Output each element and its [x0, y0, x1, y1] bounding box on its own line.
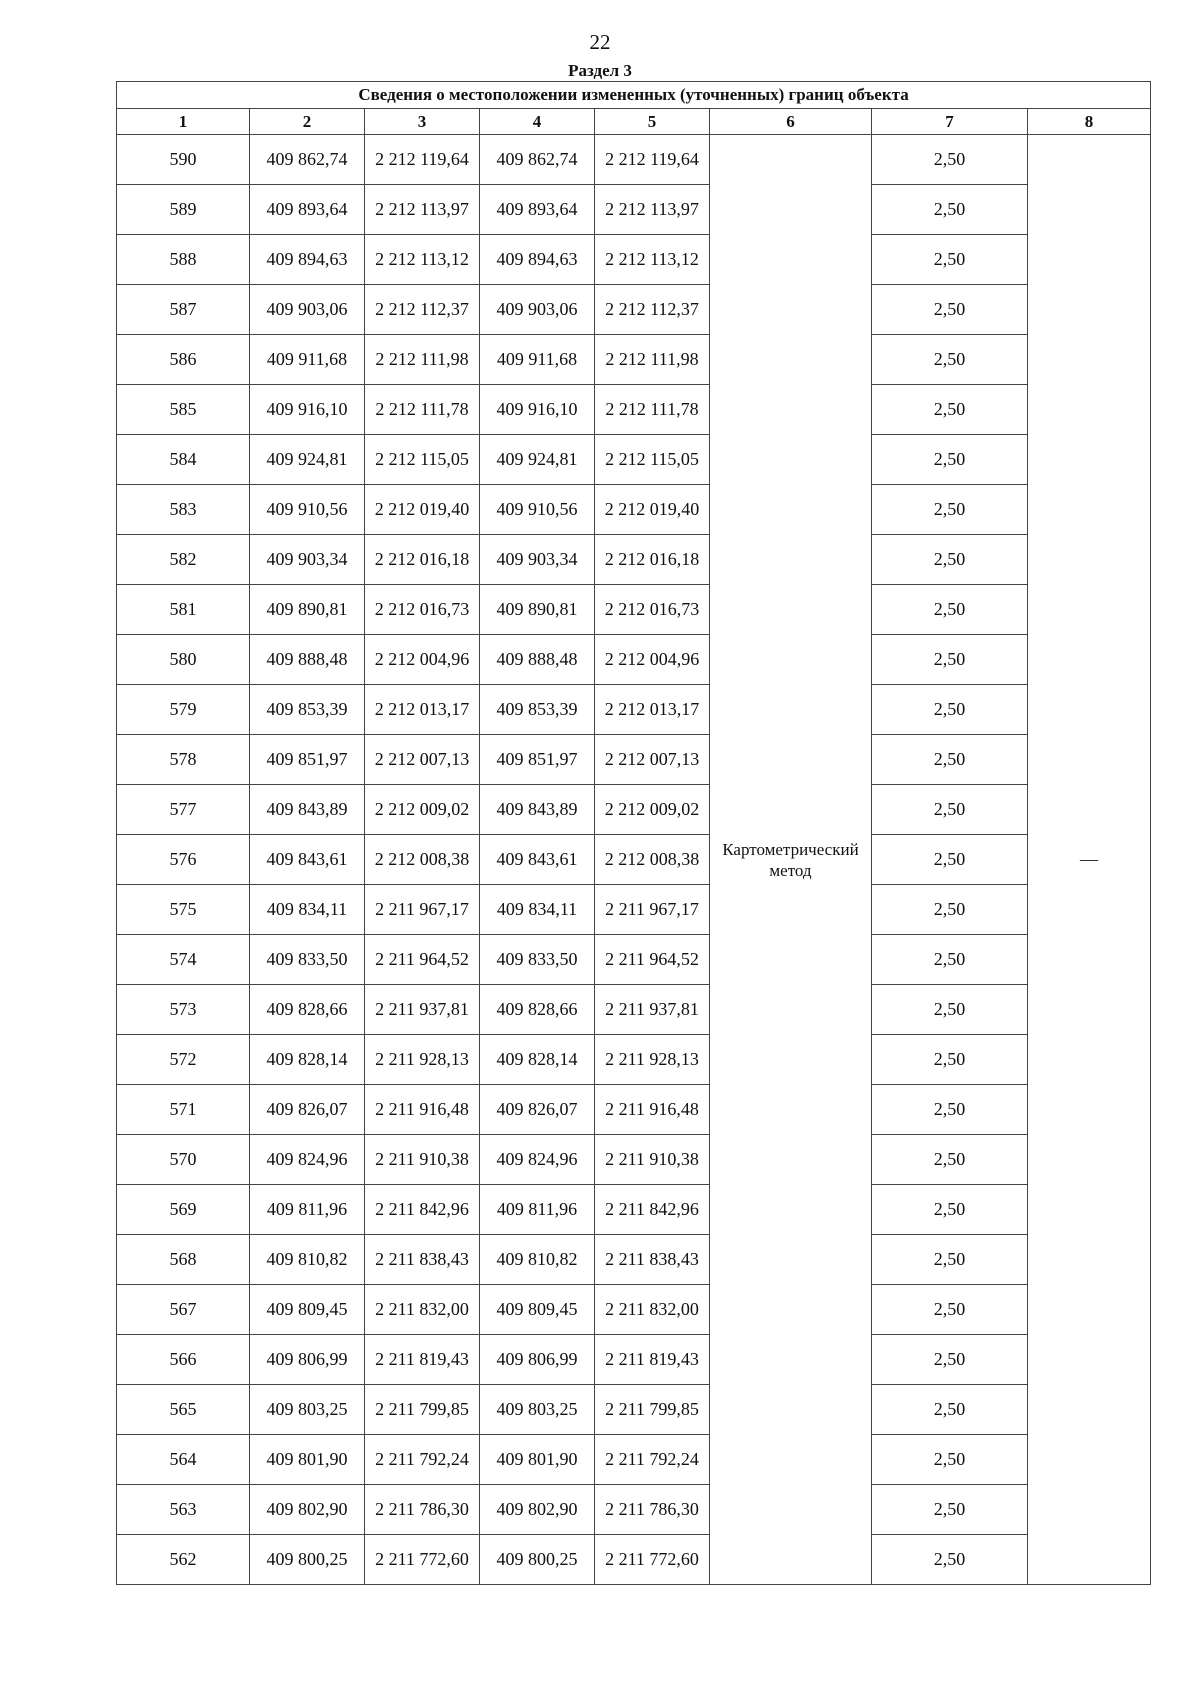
existing-x-cell: 409 800,25 [250, 1535, 365, 1585]
table-row [117, 185, 1151, 235]
existing-x-cell: 409 894,63 [250, 235, 365, 285]
point-number-cell: 584 [117, 435, 250, 485]
existing-x-cell: 409 811,96 [250, 1185, 365, 1235]
point-number-cell: 577 [117, 785, 250, 835]
existing-y-cell: 2 212 113,97 [365, 185, 480, 235]
refined-y-cell: 2 212 004,96 [595, 635, 710, 685]
table-row [117, 1035, 1151, 1085]
accuracy-cell: 2,50 [872, 1185, 1028, 1235]
refined-x-cell: 409 824,96 [480, 1135, 595, 1185]
existing-x-cell: 409 833,50 [250, 935, 365, 985]
table-row [117, 685, 1151, 735]
refined-x-cell: 409 811,96 [480, 1185, 595, 1235]
point-number-cell: 576 [117, 835, 250, 885]
existing-y-cell: 2 212 016,73 [365, 585, 480, 635]
table-row [117, 1385, 1151, 1435]
refined-y-cell: 2 211 786,30 [595, 1485, 710, 1535]
table-row [117, 1135, 1151, 1185]
accuracy-cell: 2,50 [872, 285, 1028, 335]
accuracy-cell: 2,50 [872, 935, 1028, 985]
refined-y-cell: 2 211 819,43 [595, 1335, 710, 1385]
refined-y-cell: 2 212 119,64 [595, 135, 710, 185]
existing-x-cell: 409 851,97 [250, 735, 365, 785]
existing-y-cell: 2 212 004,96 [365, 635, 480, 685]
existing-y-cell: 2 212 013,17 [365, 685, 480, 735]
refined-x-cell: 409 803,25 [480, 1385, 595, 1435]
column-header-4: 4 [480, 109, 595, 135]
existing-y-cell: 2 211 838,43 [365, 1235, 480, 1285]
table-row [117, 485, 1151, 535]
point-number-cell: 588 [117, 235, 250, 285]
column-header-7: 7 [872, 109, 1028, 135]
table-row [117, 635, 1151, 685]
point-number-cell: 583 [117, 485, 250, 535]
existing-y-cell: 2 212 009,02 [365, 785, 480, 835]
accuracy-cell: 2,50 [872, 1385, 1028, 1435]
accuracy-cell: 2,50 [872, 685, 1028, 735]
existing-y-cell: 2 211 792,24 [365, 1435, 480, 1485]
existing-y-cell: 2 212 112,37 [365, 285, 480, 335]
existing-x-cell: 409 862,74 [250, 135, 365, 185]
existing-x-cell: 409 903,34 [250, 535, 365, 585]
refined-x-cell: 409 828,14 [480, 1035, 595, 1085]
boundary-coordinates-table [116, 81, 1151, 1585]
refined-x-cell: 409 802,90 [480, 1485, 595, 1535]
point-number-cell: 581 [117, 585, 250, 635]
table-row [117, 1435, 1151, 1485]
accuracy-cell: 2,50 [872, 435, 1028, 485]
point-number-cell: 590 [117, 135, 250, 185]
existing-y-cell: 2 212 016,18 [365, 535, 480, 585]
accuracy-cell: 2,50 [872, 1035, 1028, 1085]
point-number-cell: 587 [117, 285, 250, 335]
point-number-cell: 589 [117, 185, 250, 235]
existing-x-cell: 409 834,11 [250, 885, 365, 935]
refined-x-cell: 409 801,90 [480, 1435, 595, 1485]
existing-y-cell: 2 211 842,96 [365, 1185, 480, 1235]
table-row [117, 935, 1151, 985]
point-number-cell: 578 [117, 735, 250, 785]
table-row [117, 585, 1151, 635]
existing-x-cell: 409 916,10 [250, 385, 365, 435]
refined-x-cell: 409 890,81 [480, 585, 595, 635]
accuracy-cell: 2,50 [872, 135, 1028, 185]
refined-x-cell: 409 888,48 [480, 635, 595, 685]
existing-y-cell: 2 211 832,00 [365, 1285, 480, 1335]
refined-y-cell: 2 211 832,00 [595, 1285, 710, 1335]
accuracy-cell: 2,50 [872, 1485, 1028, 1535]
existing-y-cell: 2 212 115,05 [365, 435, 480, 485]
existing-x-cell: 409 890,81 [250, 585, 365, 635]
accuracy-cell: 2,50 [872, 985, 1028, 1035]
table-row [117, 1335, 1151, 1385]
accuracy-cell: 2,50 [872, 1435, 1028, 1485]
column-header-8: 8 [1028, 109, 1151, 135]
refined-x-cell: 409 893,64 [480, 185, 595, 235]
refined-y-cell: 2 212 008,38 [595, 835, 710, 885]
point-number-cell: 585 [117, 385, 250, 435]
existing-x-cell: 409 828,66 [250, 985, 365, 1035]
point-number-cell: 580 [117, 635, 250, 685]
refined-y-cell: 2 211 799,85 [595, 1385, 710, 1435]
refined-y-cell: 2 212 115,05 [595, 435, 710, 485]
refined-y-cell: 2 211 910,38 [595, 1135, 710, 1185]
existing-x-cell: 409 853,39 [250, 685, 365, 735]
table-row [117, 1485, 1151, 1535]
refined-x-cell: 409 806,99 [480, 1335, 595, 1385]
column-header-2: 2 [250, 109, 365, 135]
accuracy-cell: 2,50 [872, 1285, 1028, 1335]
table-row [117, 1235, 1151, 1285]
table-row [117, 785, 1151, 835]
table-row [117, 385, 1151, 435]
refined-x-cell: 409 851,97 [480, 735, 595, 785]
accuracy-cell: 2,50 [872, 235, 1028, 285]
accuracy-cell: 2,50 [872, 885, 1028, 935]
table-row [117, 535, 1151, 585]
existing-y-cell: 2 212 007,13 [365, 735, 480, 785]
accuracy-cell: 2,50 [872, 485, 1028, 535]
table-row [117, 1285, 1151, 1335]
refined-y-cell: 2 211 772,60 [595, 1535, 710, 1585]
accuracy-cell: 2,50 [872, 335, 1028, 385]
existing-y-cell: 2 212 019,40 [365, 485, 480, 535]
existing-x-cell: 409 810,82 [250, 1235, 365, 1285]
refined-x-cell: 409 843,61 [480, 835, 595, 885]
refined-y-cell: 2 211 967,17 [595, 885, 710, 935]
refined-x-cell: 409 924,81 [480, 435, 595, 485]
refined-x-cell: 409 910,56 [480, 485, 595, 535]
existing-y-cell: 2 211 799,85 [365, 1385, 480, 1435]
column-header-3: 3 [365, 109, 480, 135]
column-header-1: 1 [117, 109, 250, 135]
point-number-cell: 570 [117, 1135, 250, 1185]
refined-y-cell: 2 212 112,37 [595, 285, 710, 335]
existing-x-cell: 409 843,89 [250, 785, 365, 835]
refined-x-cell: 409 853,39 [480, 685, 595, 735]
table-row [117, 235, 1151, 285]
existing-y-cell: 2 211 964,52 [365, 935, 480, 985]
point-number-cell: 564 [117, 1435, 250, 1485]
accuracy-cell: 2,50 [872, 1085, 1028, 1135]
refined-x-cell: 409 800,25 [480, 1535, 595, 1585]
point-number-cell: 579 [117, 685, 250, 735]
refined-x-cell: 409 833,50 [480, 935, 595, 985]
refined-x-cell: 409 810,82 [480, 1235, 595, 1285]
table-caption: Сведения о местоположении измененных (уточненных) границ объекта [117, 82, 1151, 109]
refined-y-cell: 2 211 928,13 [595, 1035, 710, 1085]
existing-y-cell: 2 211 910,38 [365, 1135, 480, 1185]
refined-x-cell: 409 826,07 [480, 1085, 595, 1135]
column-header-5: 5 [595, 109, 710, 135]
accuracy-cell: 2,50 [872, 535, 1028, 585]
refined-x-cell: 409 903,34 [480, 535, 595, 585]
refined-x-cell: 409 828,66 [480, 985, 595, 1035]
refined-y-cell: 2 211 916,48 [595, 1085, 710, 1135]
refined-y-cell: 2 212 013,17 [595, 685, 710, 735]
existing-x-cell: 409 803,25 [250, 1385, 365, 1435]
existing-y-cell: 2 211 928,13 [365, 1035, 480, 1085]
refined-y-cell: 2 212 007,13 [595, 735, 710, 785]
refined-y-cell: 2 212 009,02 [595, 785, 710, 835]
existing-y-cell: 2 212 111,78 [365, 385, 480, 435]
refined-x-cell: 409 911,68 [480, 335, 595, 385]
accuracy-cell: 2,50 [872, 1235, 1028, 1285]
accuracy-cell: 2,50 [872, 635, 1028, 685]
table-row [117, 435, 1151, 485]
existing-y-cell: 2 211 916,48 [365, 1085, 480, 1135]
method-cell: Картометрический метод [710, 135, 872, 1585]
point-number-cell: 562 [117, 1535, 250, 1585]
refined-y-cell: 2 212 113,97 [595, 185, 710, 235]
table-row [117, 135, 1151, 185]
table-row [117, 1085, 1151, 1135]
point-number-cell: 572 [117, 1035, 250, 1085]
refined-y-cell: 2 212 016,18 [595, 535, 710, 585]
accuracy-cell: 2,50 [872, 1135, 1028, 1185]
refined-y-cell: 2 211 842,96 [595, 1185, 710, 1235]
existing-x-cell: 409 924,81 [250, 435, 365, 485]
point-number-cell: 567 [117, 1285, 250, 1335]
refined-x-cell: 409 809,45 [480, 1285, 595, 1335]
existing-x-cell: 409 802,90 [250, 1485, 365, 1535]
point-number-cell: 566 [117, 1335, 250, 1385]
refined-x-cell: 409 916,10 [480, 385, 595, 435]
refined-y-cell: 2 212 016,73 [595, 585, 710, 635]
existing-x-cell: 409 801,90 [250, 1435, 365, 1485]
existing-y-cell: 2 211 819,43 [365, 1335, 480, 1385]
existing-x-cell: 409 828,14 [250, 1035, 365, 1085]
existing-x-cell: 409 911,68 [250, 335, 365, 385]
accuracy-cell: 2,50 [872, 785, 1028, 835]
table-row [117, 285, 1151, 335]
existing-x-cell: 409 809,45 [250, 1285, 365, 1335]
accuracy-cell: 2,50 [872, 1535, 1028, 1585]
existing-y-cell: 2 212 119,64 [365, 135, 480, 185]
refined-y-cell: 2 212 019,40 [595, 485, 710, 535]
point-number-cell: 569 [117, 1185, 250, 1235]
table-row [117, 985, 1151, 1035]
accuracy-cell: 2,50 [872, 585, 1028, 635]
point-number-cell: 563 [117, 1485, 250, 1535]
existing-y-cell: 2 212 111,98 [365, 335, 480, 385]
accuracy-cell: 2,50 [872, 385, 1028, 435]
point-number-cell: 573 [117, 985, 250, 1035]
existing-x-cell: 409 903,06 [250, 285, 365, 335]
refined-y-cell: 2 211 792,24 [595, 1435, 710, 1485]
refined-y-cell: 2 211 838,43 [595, 1235, 710, 1285]
point-number-cell: 575 [117, 885, 250, 935]
existing-x-cell: 409 826,07 [250, 1085, 365, 1135]
existing-y-cell: 2 212 008,38 [365, 835, 480, 885]
point-number-cell: 568 [117, 1235, 250, 1285]
accuracy-cell: 2,50 [872, 185, 1028, 235]
table-body [117, 135, 1151, 1585]
refined-y-cell: 2 212 111,98 [595, 335, 710, 385]
existing-x-cell: 409 806,99 [250, 1335, 365, 1385]
existing-y-cell: 2 211 772,60 [365, 1535, 480, 1585]
existing-x-cell: 409 824,96 [250, 1135, 365, 1185]
table-row [117, 1535, 1151, 1585]
table-row [117, 885, 1151, 935]
page-number: 22 [589, 30, 611, 54]
accuracy-cell: 2,50 [872, 735, 1028, 785]
refined-x-cell: 409 834,11 [480, 885, 595, 935]
section-title: Раздел 3 [568, 61, 632, 80]
point-number-cell: 574 [117, 935, 250, 985]
refined-x-cell: 409 843,89 [480, 785, 595, 835]
refined-x-cell: 409 894,63 [480, 235, 595, 285]
existing-x-cell: 409 893,64 [250, 185, 365, 235]
accuracy-cell: 2,50 [872, 1335, 1028, 1385]
refined-y-cell: 2 212 111,78 [595, 385, 710, 435]
column8-cell: — [1028, 135, 1151, 1585]
accuracy-cell: 2,50 [872, 835, 1028, 885]
existing-y-cell: 2 211 786,30 [365, 1485, 480, 1535]
table-row [117, 735, 1151, 785]
refined-y-cell: 2 211 937,81 [595, 985, 710, 1035]
existing-x-cell: 409 843,61 [250, 835, 365, 885]
table-row [117, 835, 1151, 885]
existing-x-cell: 409 888,48 [250, 635, 365, 685]
point-number-cell: 582 [117, 535, 250, 585]
existing-x-cell: 409 910,56 [250, 485, 365, 535]
point-number-cell: 565 [117, 1385, 250, 1435]
existing-y-cell: 2 211 937,81 [365, 985, 480, 1035]
existing-y-cell: 2 212 113,12 [365, 235, 480, 285]
refined-y-cell: 2 211 964,52 [595, 935, 710, 985]
refined-x-cell: 409 862,74 [480, 135, 595, 185]
column-header-6: 6 [710, 109, 872, 135]
refined-x-cell: 409 903,06 [480, 285, 595, 335]
refined-y-cell: 2 212 113,12 [595, 235, 710, 285]
column-number-row [117, 109, 1151, 135]
point-number-cell: 571 [117, 1085, 250, 1135]
table-row [117, 1185, 1151, 1235]
point-number-cell: 586 [117, 335, 250, 385]
existing-y-cell: 2 211 967,17 [365, 885, 480, 935]
table-row [117, 335, 1151, 385]
